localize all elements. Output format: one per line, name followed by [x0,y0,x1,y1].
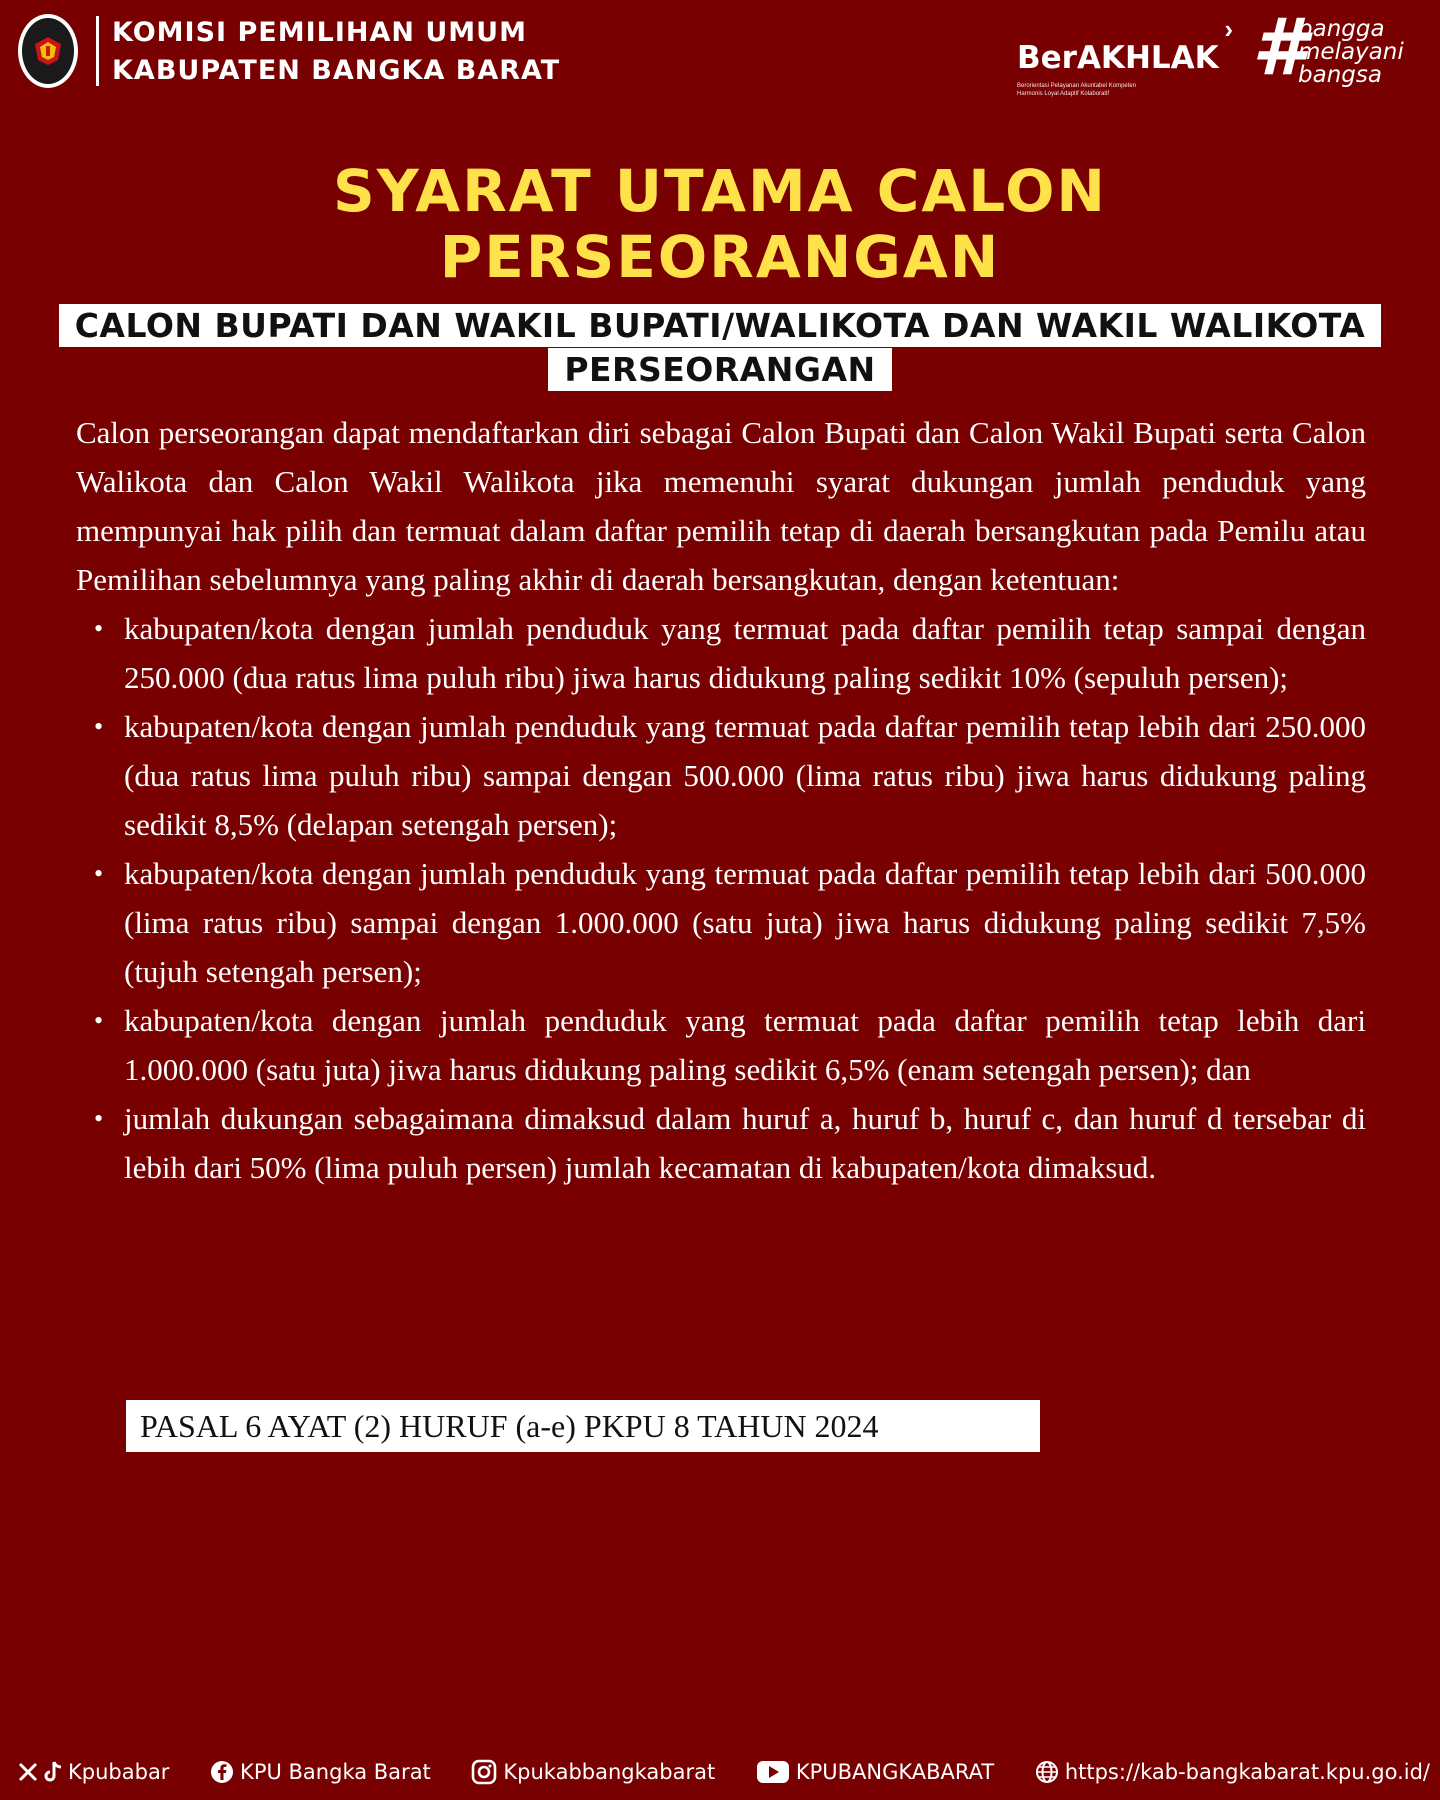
x-icon [18,1762,38,1782]
facebook-icon [210,1760,234,1784]
title-line-2: PERSEORANGAN [439,223,1001,291]
page-title [0,158,1440,290]
website-url: https://kab-bangkabarat.kpu.go.id/ [1064,1760,1430,1784]
kpu-logo [18,14,78,88]
organization-name [112,14,560,90]
legal-citation: PASAL 6 AYAT (2) HURUF (a-e) PKPU 8 TAHUN 2024 [126,1400,1040,1452]
youtube-icon [756,1760,790,1784]
requirements-list [76,604,1366,1192]
list-item: • jumlah dukungan sebagaimana dimaksud dalam huruf a, huruf b, huruf c, dan huruf d tersebar di lebih dari 50% (lima puluh persen) jumlah kecamatan di kabupaten/kota dimaksud. [76,1094,1366,1192]
org-line-2: KABUPATEN BANGKA BARAT [112,55,561,86]
bangga-line-2: melayani [1298,39,1404,65]
list-item: • kabupaten/kota dengan jumlah penduduk yang termuat pada daftar pemilih tetap lebih dari 1.000.000 (satu juta) jiwa harus didukung paling sedikit 6,5% (enam setengah persen); dan [76,996,1366,1094]
list-item: • kabupaten/kota dengan jumlah penduduk yang termuat pada daftar pemilih tetap lebih dari 500.000 (lima ratus ribu) sampai dengan 1.000.000 (satu juta) jiwa harus didukung paling sedikit 7,5% (tujuh setengah persen); [76,849,1366,996]
intro-paragraph: Calon perseorangan dapat mendaftarkan diri sebagai Calon Bupati dan Calon Wakil Bupati serta Calon Walikota dan Calon Wakil Walikota jika memenuhi syarat dukungan jumlah penduduk yang mempunyai hak pilih dan termuat dalam daftar pemilih tetap di daerah bersangkutan pada Pemilu atau Pemilihan sebelumnya yang paling akhir di daerah bersangkutan, dengan ketentuan: [76,415,1366,597]
title-line-1: SYARAT UTAMA CALON [333,157,1107,225]
hashtag-icon: # [1252,3,1307,93]
main-content [76,408,1366,1192]
footer-instagram[interactable] [471,1759,715,1785]
footer-website[interactable] [1035,1760,1430,1784]
berakhlak-tagline-1: Berorientasi Pelayanan Akuntabel Kompeten [1017,83,1137,89]
bangga-words [1298,18,1404,87]
youtube-handle: KPUBANGKABARAT [795,1760,995,1784]
subtitle-container [0,304,1440,392]
footer-youtube[interactable] [756,1760,994,1784]
org-line-1: KOMISI PEMILIHAN UMUM [112,17,527,48]
list-item: • kabupaten/kota dengan jumlah penduduk yang termuat pada daftar pemilih tetap lebih dari 250.000 (dua ratus lima puluh ribu) sampai dengan 500.000 (lima ratus ribu) jiwa harus didukung paling sedikit 8,5% (delapan setengah persen); [76,702,1366,849]
bangga-line-3: bangsa [1298,62,1382,88]
berakhlak-logo [1017,14,1237,98]
facebook-handle: KPU Bangka Barat [240,1760,431,1784]
berakhlak-wordmark: BerAKHLAK [1017,40,1219,76]
berakhlak-tagline-2: Harmonis Loyal Adaptif Kolaboratif [1017,91,1110,97]
list-item: • kabupaten/kota dengan jumlah penduduk yang termuat pada daftar pemilih tetap sampai dengan 250.000 (dua ratus lima puluh ribu) jiwa harus didukung paling sedikit 10% (sepuluh persen); [76,604,1366,702]
header-divider [96,16,99,86]
instagram-icon [471,1759,497,1785]
instagram-handle: Kpukabbangkabarat [503,1760,716,1784]
subtitle: CALON BUPATI DAN WAKIL BUPATI/WALIKOTA DAN WAKIL WALIKOTA PERSEORANGAN [59,304,1382,391]
chevron-right-icon: › [1224,14,1233,44]
bangga-line-1: bangga [1298,16,1385,42]
garuda-icon [31,34,65,68]
berakhlak-tagline [1017,82,1237,98]
footer [18,1752,1430,1792]
tiktok-icon [44,1761,62,1783]
x-tiktok-handle: Kpubabar [68,1760,170,1784]
bangga-melayani-bangsa-logo [1252,3,1422,94]
footer-facebook[interactable] [210,1760,431,1784]
header [18,3,1422,97]
globe-icon [1035,1760,1059,1784]
footer-x-tiktok[interactable] [18,1760,169,1784]
